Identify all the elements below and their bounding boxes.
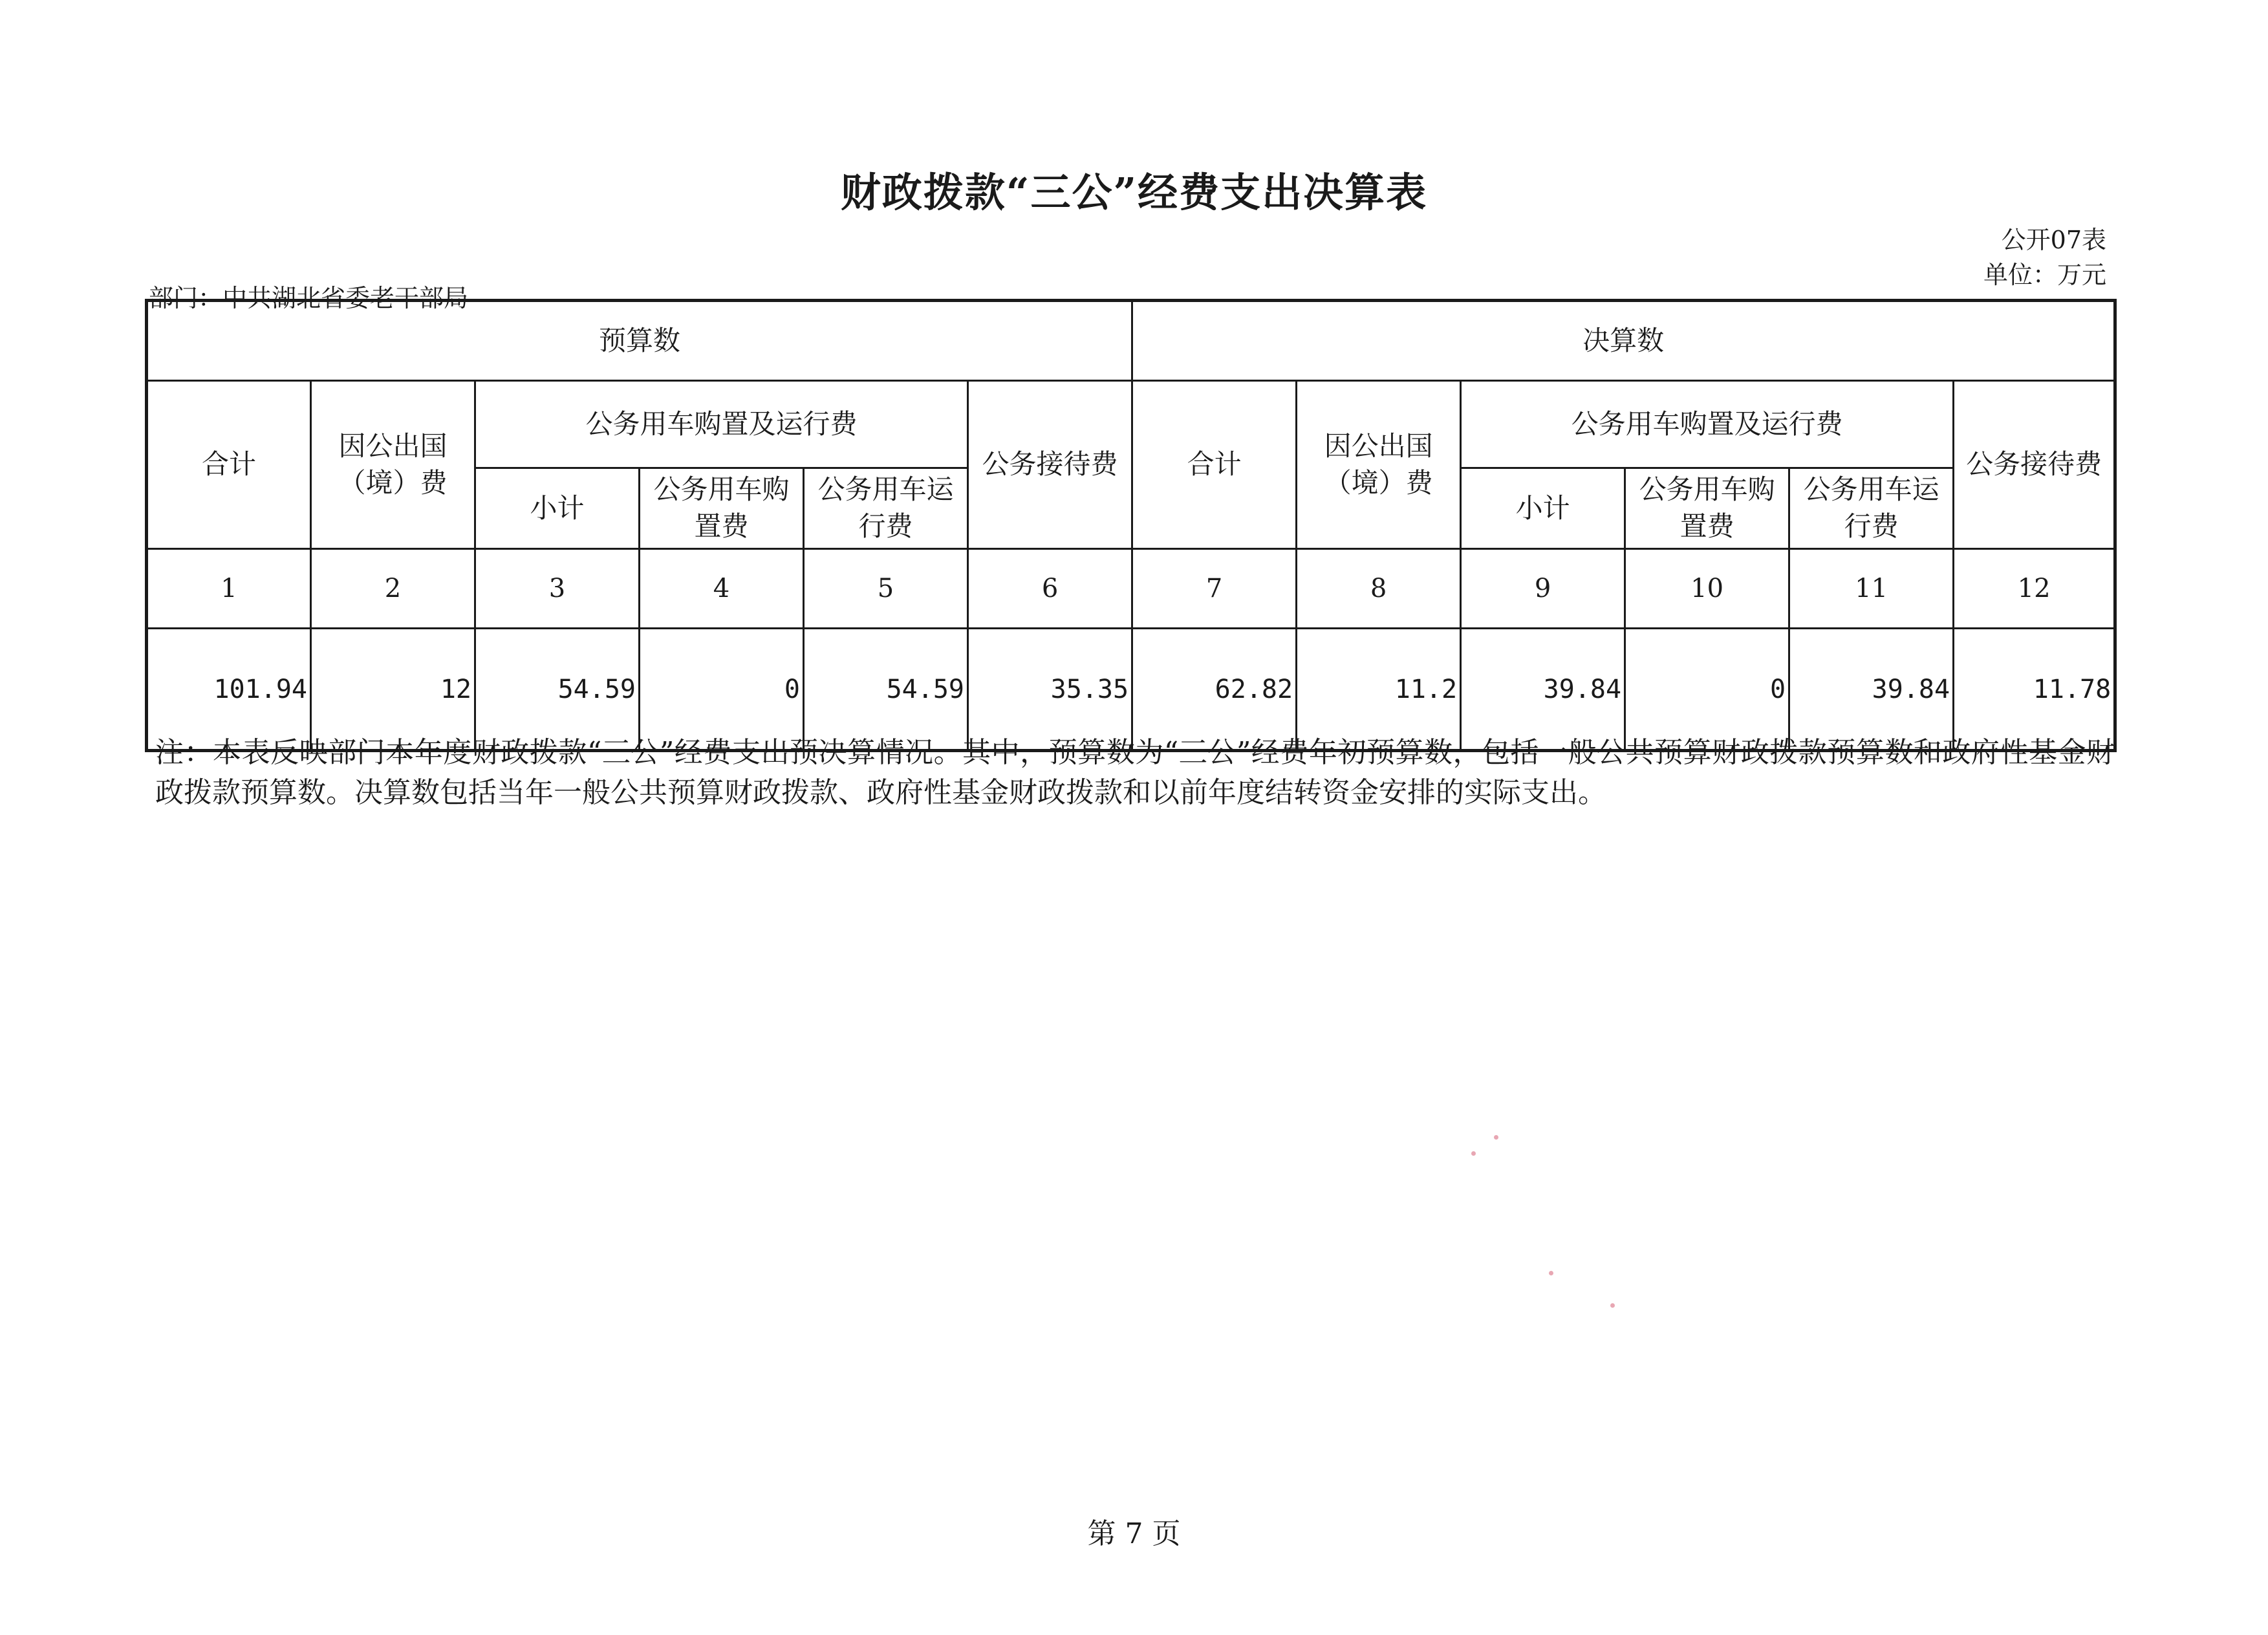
stamp-residue [1610, 1303, 1615, 1308]
budget-group-header: 预算数 [147, 301, 1132, 381]
column-index: 8 [1297, 549, 1461, 629]
final-abroad-value: 11.2 [1297, 629, 1461, 751]
budget-vehicle-header: 公务用车购置及运行费 [475, 381, 968, 468]
column-index: 6 [968, 549, 1132, 629]
final-purchase-header: 公务用车购置费 [1625, 468, 1789, 549]
final-vehicle-subtotal-value: 39.84 [1461, 629, 1625, 751]
column-index: 10 [1625, 549, 1789, 629]
budget-vehicle-operation-value: 54.59 [804, 629, 968, 751]
final-vehicle-purchase-value: 0 [1625, 629, 1789, 751]
stamp-residue [1494, 1135, 1498, 1140]
final-operation-header: 公务用车运行费 [1789, 468, 1954, 549]
budget-vehicle-subtotal-value: 54.59 [475, 629, 640, 751]
column-index: 1 [147, 549, 311, 629]
final-vehicle-header: 公务用车购置及运行费 [1461, 381, 1954, 468]
stamp-residue [1549, 1271, 1553, 1275]
column-index: 12 [1954, 549, 2115, 629]
page-number: 第 7 页 [1087, 1517, 1181, 1550]
final-abroad-header: 因公出国（境）费 [1297, 381, 1461, 549]
budget-vehicle-purchase-value: 0 [640, 629, 804, 751]
final-group-header: 决算数 [1132, 301, 2115, 381]
column-index: 2 [311, 549, 475, 629]
final-total-header: 合计 [1132, 381, 1297, 549]
unit-label: 单位：万元 [1983, 261, 2106, 289]
final-reception-value: 11.78 [1954, 629, 2115, 751]
column-index: 11 [1789, 549, 1954, 629]
table-note: 注：本表反映部门本年度财政拨款“三公”经费支出预决算情况。其中，预算数为“三公”经费年初预算数，包括一般公共预算财政拨款预算数和政府性基金财政拨款预算数。决算数包括当年一般公共预算财政拨款、政府性基金财政拨款和以前年度结转资金安排的实际支出。 [155, 736, 2115, 809]
final-total-value: 62.82 [1132, 629, 1297, 751]
document-title: 财政拨款“三公”经费支出决算表 [840, 169, 1428, 216]
budget-abroad-value: 12 [311, 629, 475, 751]
group-header-row [147, 301, 2115, 381]
budget-operation-header: 公务用车运行费 [804, 468, 968, 549]
final-reception-header: 公务接待费 [1954, 381, 2115, 549]
budget-abroad-header: 因公出国（境）费 [311, 381, 475, 549]
budget-reception-header: 公务接待费 [968, 381, 1132, 549]
budget-purchase-header: 公务用车购置费 [640, 468, 804, 549]
form-code: 公开07表 [2001, 226, 2106, 254]
column-index: 4 [640, 549, 804, 629]
category-header-row [147, 381, 2115, 468]
budget-total-value: 101.94 [147, 629, 311, 751]
three-public-expenses-table [145, 299, 2117, 752]
column-index-row [147, 549, 2115, 629]
department-label: 部门：中共湖北省委老干部局 [149, 284, 469, 312]
final-vehicle-operation-value: 39.84 [1789, 629, 1954, 751]
budget-total-header: 合计 [147, 381, 311, 549]
final-subtotal-header: 小计 [1461, 468, 1625, 549]
column-index: 9 [1461, 549, 1625, 629]
column-index: 5 [804, 549, 968, 629]
budget-subtotal-header: 小计 [475, 468, 640, 549]
budget-reception-value: 35.35 [968, 629, 1132, 751]
column-index: 7 [1132, 549, 1297, 629]
stamp-residue [1471, 1151, 1476, 1156]
column-index: 3 [475, 549, 640, 629]
